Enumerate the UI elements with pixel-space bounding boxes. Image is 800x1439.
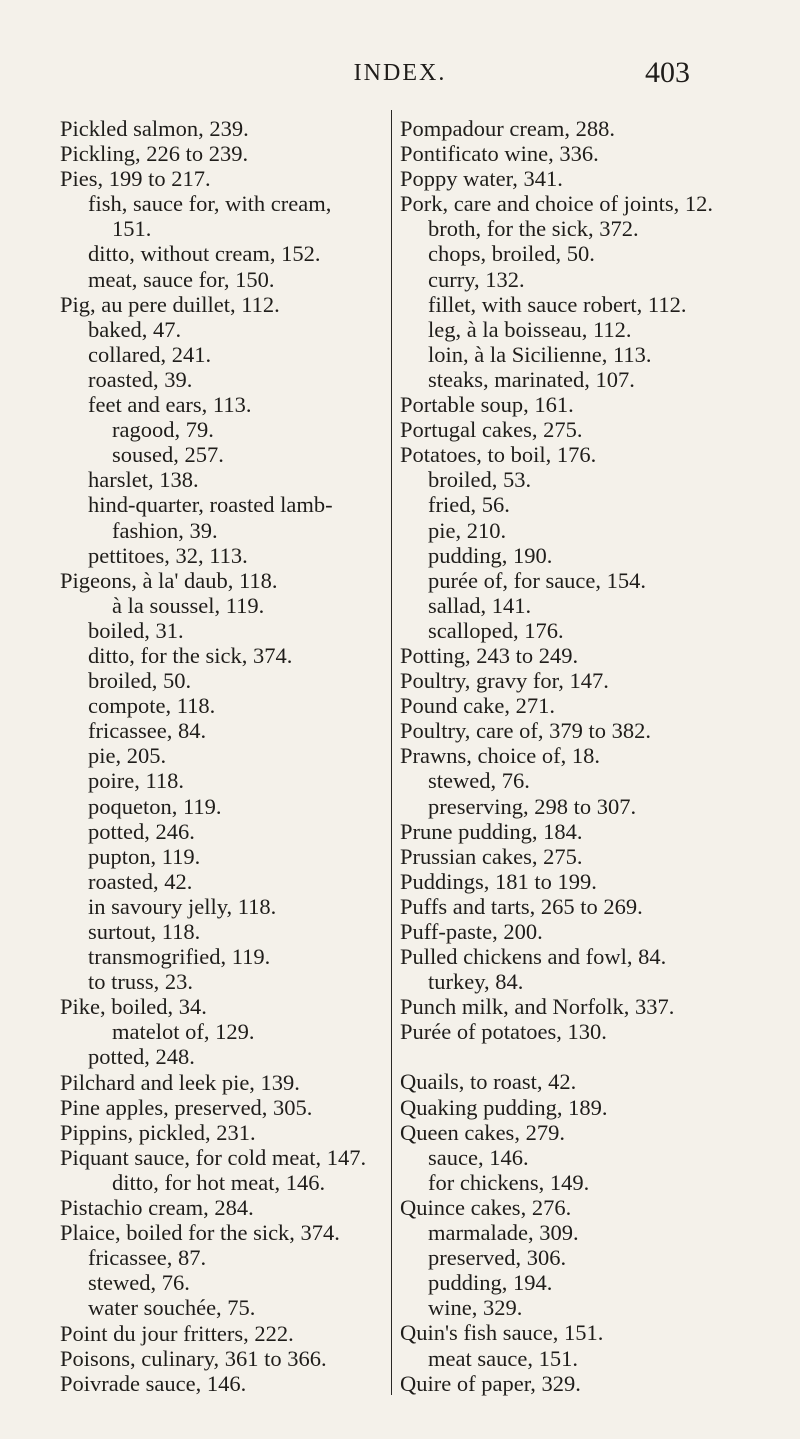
index-entry: Point du jour fritters, 222.: [60, 1320, 294, 1346]
index-subentry: ditto, for the sick, 374.: [88, 642, 293, 668]
index-subentry: boiled, 31.: [88, 617, 184, 643]
index-subentry: pudding, 194.: [428, 1270, 553, 1296]
index-entry: Pound cake, 271.: [400, 693, 555, 719]
index-subentry: to truss, 23.: [88, 969, 194, 995]
page-header-title: INDEX.: [353, 60, 447, 86]
index-entry: Pine apples, preserved, 305.: [60, 1094, 313, 1120]
index-subentry: transmogrified, 119.: [88, 944, 271, 970]
index-entry: Pistachio cream, 284.: [60, 1195, 254, 1221]
index-subentry: sallad, 141.: [428, 592, 532, 618]
index-subentry: broiled, 53.: [428, 467, 532, 493]
index-entry: Poultry, gravy for, 147.: [400, 668, 609, 694]
index-subentry: for chickens, 149.: [428, 1169, 590, 1195]
index-subentry: à la soussel, 119.: [112, 592, 265, 618]
index-subentry: hind-quarter, roasted lamb-: [88, 492, 333, 518]
column-divider: [391, 110, 392, 1395]
index-entry: Pippins, pickled, 231.: [60, 1119, 256, 1145]
index-entry: Purée of potatoes, 130.: [400, 1019, 607, 1045]
index-entry: Potatoes, to boil, 176.: [400, 442, 597, 468]
index-entry: Poisons, culinary, 361 to 366.: [60, 1345, 327, 1371]
index-subentry: fillet, with sauce robert, 112.: [428, 291, 687, 317]
index-entry: Puddings, 181 to 199.: [400, 868, 597, 894]
index-subentry: baked, 47.: [88, 316, 182, 342]
index-subentry: harslet, 138.: [88, 467, 199, 493]
index-subentry: meat, sauce for, 150.: [88, 266, 275, 292]
index-entry: Portugal cakes, 275.: [400, 417, 583, 443]
section-gap: [400, 1044, 730, 1069]
index-entry: Prawns, choice of, 18.: [400, 743, 600, 769]
index-entry: Poppy water, 341.: [400, 166, 563, 192]
index-subentry: potted, 248.: [88, 1044, 195, 1070]
index-subentry: purée of, for sauce, 154.: [428, 567, 647, 593]
index-subentry: fish, sauce for, with cream,: [88, 191, 332, 217]
index-column-right: [400, 116, 730, 1396]
index-entry: Poivrade sauce, 146.: [60, 1370, 247, 1396]
index-entry: Quaking pudding, 189.: [400, 1094, 608, 1120]
index-entry: Queen cakes, 279.: [400, 1119, 565, 1145]
index-subentry: collared, 241.: [88, 341, 212, 367]
index-entry: Puffs and tarts, 265 to 269.: [400, 893, 643, 919]
index-entry: Pilchard and leek pie, 139.: [60, 1069, 300, 1095]
index-subentry: fricassee, 84.: [88, 718, 207, 744]
index-entry: Portable soup, 161.: [400, 392, 574, 418]
index-entry: Pig, au pere duillet, 112.: [60, 291, 280, 317]
index-entry: Pork, care and choice of joints, 12.: [400, 191, 714, 217]
index-entry: Punch milk, and Norfolk, 337.: [400, 994, 675, 1020]
index-entry: Quince cakes, 276.: [400, 1194, 572, 1220]
index-subentry: sauce, 146.: [428, 1144, 529, 1170]
index-entry: Piquant sauce, for cold meat, 147.: [60, 1144, 367, 1170]
index-entry: Pigeons, à la' daub, 118.: [60, 567, 278, 593]
index-subentry: roasted, 39.: [88, 366, 193, 392]
index-subentry: 151.: [112, 216, 152, 242]
index-subentry: soused, 257.: [112, 442, 224, 468]
index-entry: Quails, to roast, 42.: [400, 1069, 577, 1095]
index-entry: Pulled chickens and fowl, 84.: [400, 944, 667, 970]
index-subentry: steaks, marinated, 107.: [428, 366, 635, 392]
index-entry: Quin's fish sauce, 151.: [400, 1320, 604, 1346]
index-subentry: in savoury jelly, 118.: [88, 893, 277, 919]
index-entry: Quire of paper, 329.: [400, 1370, 581, 1396]
index-subentry: ragood, 79.: [112, 417, 214, 443]
index-column-left: [60, 116, 390, 1396]
index-subentry: poire, 118.: [88, 768, 185, 794]
index-subentry: leg, à la boisseau, 112.: [428, 316, 632, 342]
index-entry: Pontificato wine, 336.: [400, 141, 599, 167]
index-subentry: fashion, 39.: [112, 517, 218, 543]
index-subentry: broth, for the sick, 372.: [428, 216, 639, 242]
index-entry: Plaice, boiled for the sick, 374.: [60, 1220, 340, 1246]
index-entry: Pickled salmon, 239.: [60, 116, 249, 141]
index-subentry: ditto, without cream, 152.: [88, 241, 321, 267]
index-subentry: roasted, 42.: [88, 868, 193, 894]
index-subentry: curry, 132.: [428, 266, 525, 292]
index-subentry: preserved, 306.: [428, 1245, 567, 1271]
index-subentry: compote, 118.: [88, 693, 216, 719]
index-entry: Pickling, 226 to 239.: [60, 141, 249, 167]
index-entry: Potting, 243 to 249.: [400, 642, 579, 668]
index-entry: Puff-paste, 200.: [400, 919, 543, 944]
index-subentry: surtout, 118.: [88, 919, 201, 944]
index-entry: Pike, boiled, 34.: [60, 994, 207, 1020]
index-subentry: fricassee, 87.: [88, 1245, 207, 1271]
index-subentry: broiled, 50.: [88, 668, 192, 694]
index-subentry: matelot of, 129.: [112, 1019, 255, 1045]
index-subentry: feet and ears, 113.: [88, 392, 252, 418]
index-subentry: wine, 329.: [428, 1295, 523, 1321]
page-number: 403: [645, 56, 690, 89]
index-subentry: stewed, 76.: [428, 768, 530, 794]
index-entry: Poultry, care of, 379 to 382.: [400, 718, 651, 744]
index-entry: Prussian cakes, 275.: [400, 843, 583, 869]
index-entry: Pompadour cream, 288.: [400, 116, 615, 141]
index-subentry: water souchée, 75.: [88, 1295, 256, 1321]
index-subentry: meat sauce, 151.: [428, 1345, 578, 1371]
index-subentry: fried, 56.: [428, 492, 510, 518]
index-subentry: loin, à la Sicilienne, 113.: [428, 341, 652, 367]
index-subentry: stewed, 76.: [88, 1270, 190, 1296]
index-subentry: pie, 210.: [428, 517, 507, 543]
index-subentry: marmalade, 309.: [428, 1220, 579, 1246]
index-subentry: pudding, 190.: [428, 542, 553, 568]
index-entry: Pies, 199 to 217.: [60, 166, 211, 192]
index-entry: Prune pudding, 184.: [400, 818, 583, 844]
index-subentry: preserving, 298 to 307.: [428, 793, 637, 819]
index-subentry: pettitoes, 32, 113.: [88, 542, 248, 568]
index-subentry: ditto, for hot meat, 146.: [112, 1169, 326, 1195]
index-subentry: poqueton, 119.: [88, 793, 222, 819]
index-subentry: potted, 246.: [88, 818, 195, 844]
index-subentry: scalloped, 176.: [428, 617, 564, 643]
index-subentry: pie, 205.: [88, 743, 167, 769]
index-subentry: turkey, 84.: [428, 969, 524, 995]
index-subentry: pupton, 119.: [88, 843, 201, 869]
index-subentry: chops, broiled, 50.: [428, 241, 595, 267]
